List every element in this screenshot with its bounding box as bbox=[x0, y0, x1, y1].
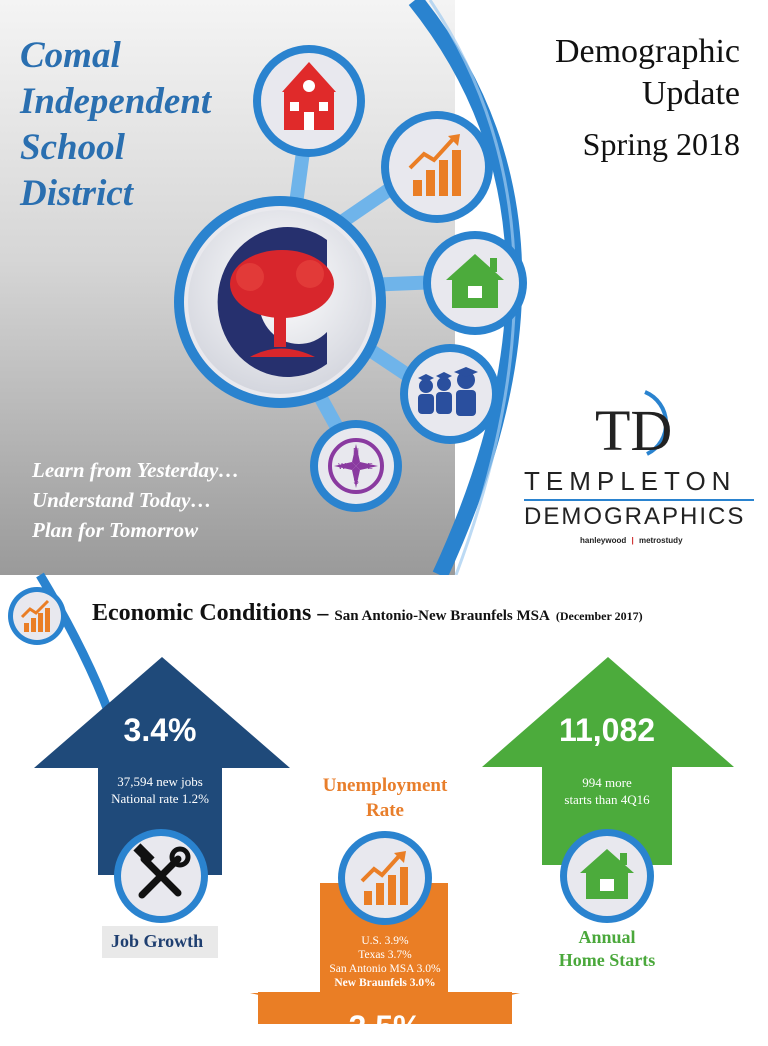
compass-n: N bbox=[353, 447, 359, 456]
motto-line-2: Understand Today… bbox=[32, 488, 212, 512]
home-starts-house-icon bbox=[558, 827, 656, 925]
logo-divider bbox=[524, 499, 754, 501]
logo-word-demographics: DEMOGRAPHICS bbox=[524, 503, 746, 530]
compass-icon bbox=[308, 418, 404, 514]
economic-growth-icon bbox=[6, 585, 68, 647]
graduates-icon bbox=[398, 342, 502, 446]
schoolhouse-icon bbox=[250, 42, 368, 160]
motto-line-3: Plan for Tomorrow bbox=[32, 518, 199, 542]
unemployment-us: U.S. 3.9% bbox=[361, 935, 409, 947]
district-name-line-3: School bbox=[20, 127, 125, 168]
monogram-text: TD bbox=[595, 398, 673, 463]
compass-w: W bbox=[338, 462, 346, 471]
district-name-line-2: Independent bbox=[20, 81, 212, 122]
unemployment-label-line-1: Unemployment bbox=[322, 775, 448, 796]
tools-icon bbox=[112, 827, 210, 925]
home-starts-label bbox=[527, 926, 687, 972]
unemployment-rates bbox=[300, 934, 470, 990]
job-growth-value: 3.4% bbox=[123, 712, 197, 748]
logo-word-templeton: TEMPLETON bbox=[524, 466, 737, 496]
title-line-2: Update bbox=[641, 75, 740, 112]
home-starts-value: 11,082 bbox=[558, 712, 656, 748]
economic-title-main: Economic Conditions bbox=[92, 600, 312, 626]
unemployment-chart-icon bbox=[336, 829, 434, 927]
title-line-1: Demographic bbox=[554, 33, 740, 70]
home-starts-detail bbox=[527, 774, 687, 808]
compass-e: E bbox=[367, 462, 373, 471]
economic-slide bbox=[0, 575, 768, 1045]
job-growth-line-2: National rate 1.2% bbox=[111, 791, 209, 806]
job-growth-label: Job Growth bbox=[111, 931, 204, 951]
unemployment-label bbox=[300, 773, 470, 823]
unemployment-san-antonio: San Antonio MSA 3.0% bbox=[329, 963, 441, 975]
home-starts-line-1: 994 more bbox=[582, 775, 632, 790]
unemployment-new-braunfels: New Braunfels 3.0% bbox=[334, 977, 436, 989]
district-logo-c-icon bbox=[170, 192, 390, 412]
templeton-monogram-logo bbox=[585, 380, 695, 463]
home-starts-line-2: starts than 4Q16 bbox=[564, 792, 650, 807]
home-starts-label-line-2: Home Starts bbox=[558, 950, 656, 970]
district-name-line-4: District bbox=[20, 173, 134, 214]
title-dash: – bbox=[317, 600, 329, 625]
partner-logos bbox=[580, 536, 683, 545]
economic-title bbox=[92, 600, 643, 627]
unemployment-texas: Texas 3.7% bbox=[358, 949, 412, 961]
job-growth-detail bbox=[90, 773, 230, 807]
economic-region: San Antonio-New Braunfels MSA bbox=[334, 608, 550, 624]
unemployment-value: 2.5% bbox=[348, 1009, 422, 1045]
season-label: Spring 2018 bbox=[582, 126, 740, 162]
motto-line-1: Learn from Yesterday… bbox=[32, 458, 240, 482]
home-starts-label-line-1: Annual bbox=[578, 927, 636, 947]
growth-chart-icon bbox=[378, 108, 496, 226]
partner-separator: | bbox=[631, 536, 634, 545]
compass-s: S bbox=[353, 477, 359, 486]
unemployment-label-line-2: Rate bbox=[366, 800, 404, 821]
house-icon bbox=[420, 228, 530, 338]
job-growth-line-1: 37,594 new jobs bbox=[117, 774, 203, 789]
district-name-line-1: Comal bbox=[20, 35, 121, 76]
economic-date: (December 2017) bbox=[555, 609, 643, 623]
partner-metrostudy: metrostudy bbox=[638, 536, 683, 545]
partner-hanleywood: hanleywood bbox=[580, 536, 627, 545]
